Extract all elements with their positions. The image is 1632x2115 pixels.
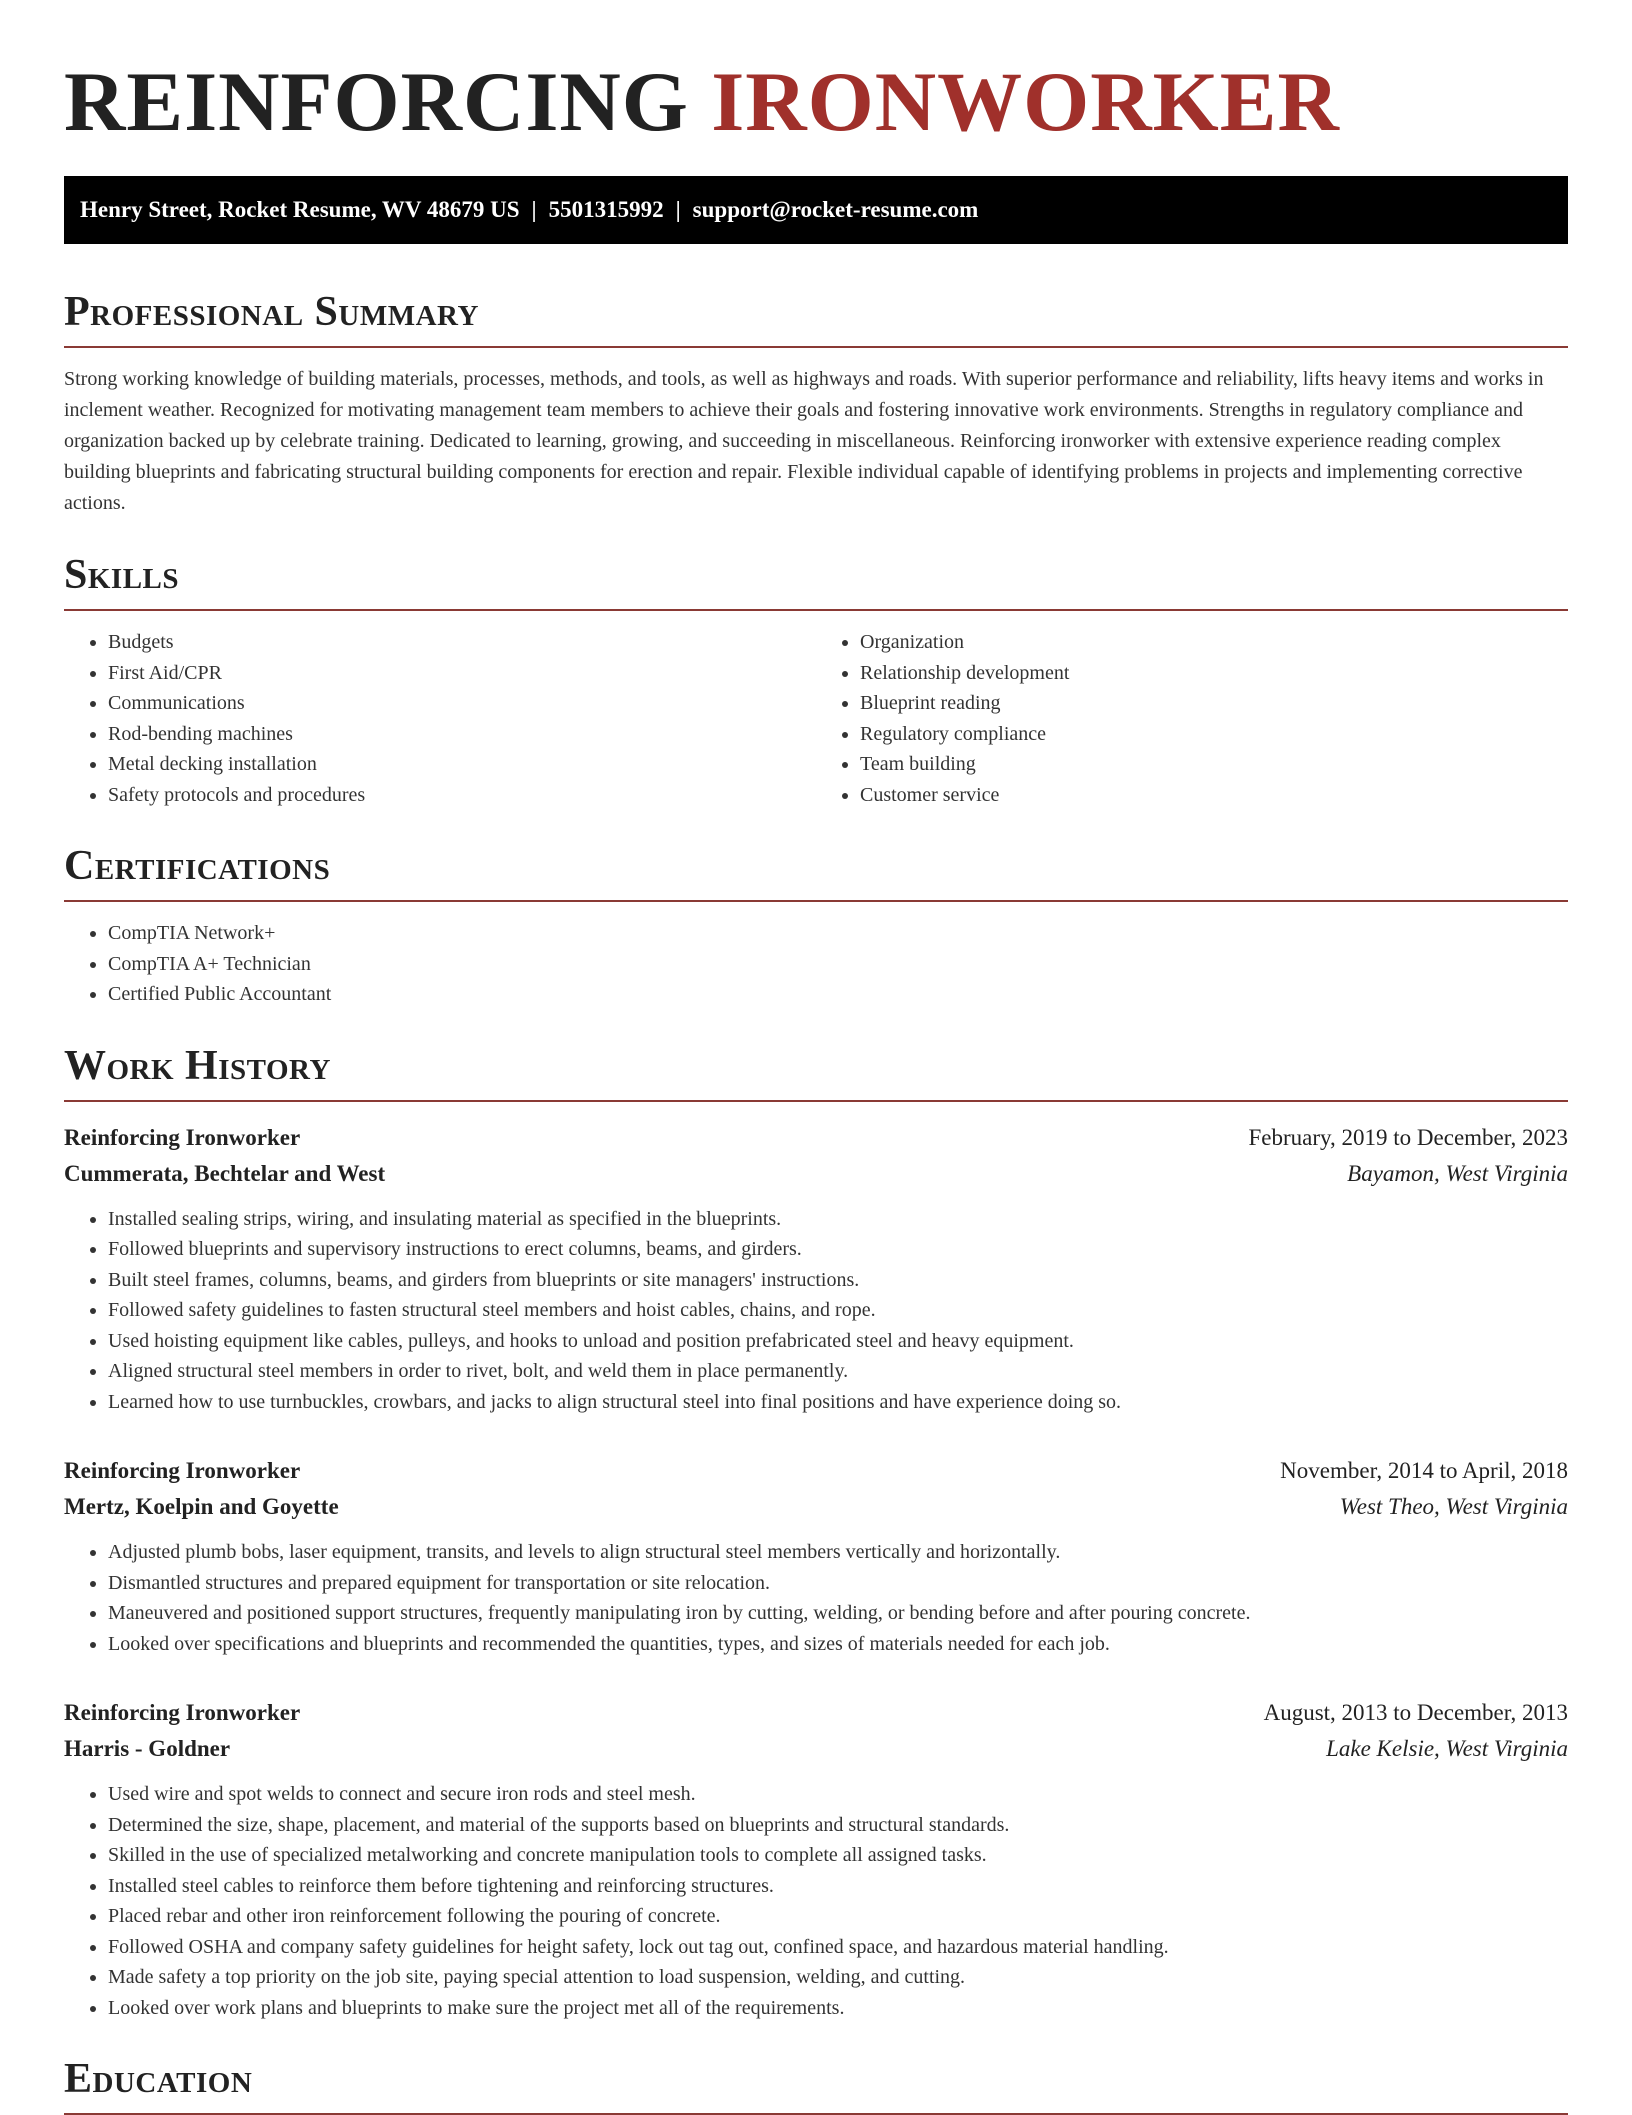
job-bullet: • Aligned structural steel members in order to rivet, bolt, and weld them in place permanently. bbox=[108, 1356, 1568, 1387]
skills-list-left bbox=[64, 627, 816, 810]
job-bullet: • Dismantled structures and prepared equipment for transportation or site relocation. bbox=[108, 1568, 1568, 1599]
job-bullet: • Placed rebar and other iron reinforcement following the pouring of concrete. bbox=[108, 1901, 1568, 1932]
job-bullet: • Followed blueprints and supervisory instructions to erect columns, beams, and girders. bbox=[108, 1234, 1568, 1265]
work-history-section bbox=[64, 1040, 1568, 2024]
name-last: IRONWORKER bbox=[711, 55, 1340, 149]
skills-section bbox=[64, 549, 1568, 810]
job-bullet: • Adjusted plumb bobs, laser equipment, transits, and levels to align structural steel members vertically and horizontally. bbox=[108, 1537, 1568, 1568]
job-entry bbox=[64, 1453, 1568, 1659]
job-bullet: • Maneuvered and positioned support structures, frequently manipulating iron by cutting, welding, or bending before and after pouring concrete. bbox=[108, 1598, 1568, 1629]
job-company-row bbox=[64, 1489, 1568, 1525]
name-first: REINFORCING bbox=[64, 55, 689, 149]
certifications-list bbox=[64, 918, 1568, 1010]
job-bullet: • Installed sealing strips, wiring, and insulating material as specified in the blueprints. bbox=[108, 1204, 1568, 1235]
education-heading: Education bbox=[64, 2053, 1568, 2115]
job-bullet: • Made safety a top priority on the job site, paying special attention to load suspension, welding, and cutting. bbox=[108, 1962, 1568, 1993]
certification-item: • CompTIA Network+ bbox=[108, 918, 1568, 949]
education-section bbox=[64, 2053, 1568, 2115]
job-dates: August, 2013 to December, 2013 bbox=[1263, 1700, 1568, 1725]
skills-grid bbox=[64, 611, 1568, 810]
contact-bar bbox=[64, 176, 1568, 244]
skill-item: • Blueprint reading bbox=[860, 688, 1568, 719]
job-dates: February, 2019 to December, 2023 bbox=[1248, 1124, 1568, 1150]
contact-address: Henry Street, Rocket Resume, WV 48679 US bbox=[80, 197, 520, 222]
job-bullets bbox=[64, 1779, 1568, 2023]
summary-section bbox=[64, 286, 1568, 519]
skill-item: • Rod-bending machines bbox=[108, 719, 816, 750]
certifications-section bbox=[64, 840, 1568, 1010]
skill-item: • Customer service bbox=[860, 780, 1568, 811]
skill-item: • Team building bbox=[860, 749, 1568, 780]
certifications-heading: Certifications bbox=[64, 840, 1568, 902]
contact-separator: | bbox=[531, 197, 537, 222]
skill-item: • Budgets bbox=[108, 627, 816, 658]
skill-item: • Communications bbox=[108, 688, 816, 719]
summary-heading: Professional Summary bbox=[64, 286, 1568, 348]
job-bullets bbox=[64, 1537, 1568, 1659]
job-location: West Theo, West Virginia bbox=[1339, 1494, 1568, 1519]
job-bullet: • Installed steel cables to reinforce them before tightening and reinforcing structures. bbox=[108, 1871, 1568, 1902]
skill-item: • First Aid/CPR bbox=[108, 658, 816, 689]
contact-email: support@rocket-resume.com bbox=[692, 197, 979, 222]
job-entry bbox=[64, 1120, 1568, 1418]
contact-phone: 5501315992 bbox=[548, 197, 664, 222]
job-company-row bbox=[64, 1731, 1568, 1767]
skill-item: • Organization bbox=[860, 627, 1568, 658]
job-title: Reinforcing Ironworker bbox=[64, 1124, 301, 1150]
job-bullet: • Built steel frames, columns, beams, and girders from blueprints or site managers' instructions. bbox=[108, 1265, 1568, 1296]
skill-item: • Regulatory compliance bbox=[860, 719, 1568, 750]
candidate-name bbox=[64, 52, 1568, 152]
skill-item: • Relationship development bbox=[860, 658, 1568, 689]
job-bullet: • Used wire and spot welds to connect and secure iron rods and steel mesh. bbox=[108, 1779, 1568, 1810]
job-bullet: • Determined the size, shape, placement, and material of the supports based on blueprints and structural standards. bbox=[108, 1810, 1568, 1841]
skill-item: • Metal decking installation bbox=[108, 749, 816, 780]
job-bullet: • Looked over specifications and blueprints and recommended the quantities, types, and sizes of materials needed for each job. bbox=[108, 1629, 1568, 1660]
skills-list-right bbox=[816, 627, 1568, 810]
job-title: Reinforcing Ironworker bbox=[64, 1700, 301, 1725]
job-company: Mertz, Koelpin and Goyette bbox=[64, 1494, 339, 1519]
job-bullet: • Used hoisting equipment like cables, pulleys, and hooks to unload and position prefabricated steel and heavy equipment. bbox=[108, 1326, 1568, 1357]
job-dates: November, 2014 to April, 2018 bbox=[1280, 1458, 1568, 1483]
job-location: Bayamon, West Virginia bbox=[1347, 1160, 1568, 1186]
job-bullet: • Followed safety guidelines to fasten structural steel members and hoist cables, chains, and rope. bbox=[108, 1295, 1568, 1326]
job-entry bbox=[64, 1695, 1568, 2023]
job-header-row bbox=[64, 1695, 1568, 1731]
job-bullet: • Learned how to use turnbuckles, crowbars, and jacks to align structural steel into final positions and have experience doing so. bbox=[108, 1387, 1568, 1418]
job-header-row bbox=[64, 1120, 1568, 1156]
skills-heading: Skills bbox=[64, 549, 1568, 611]
work-history-heading: Work History bbox=[64, 1040, 1568, 1102]
job-title: Reinforcing Ironworker bbox=[64, 1458, 301, 1483]
skill-item: • Safety protocols and procedures bbox=[108, 780, 816, 811]
job-header-row bbox=[64, 1453, 1568, 1489]
certification-item: • CompTIA A+ Technician bbox=[108, 949, 1568, 980]
job-location: Lake Kelsie, West Virginia bbox=[1326, 1736, 1568, 1761]
job-bullet: • Skilled in the use of specialized metalworking and concrete manipulation tools to complete all assigned tasks. bbox=[108, 1840, 1568, 1871]
job-bullet: • Looked over work plans and blueprints to make sure the project met all of the requirements. bbox=[108, 1993, 1568, 2024]
job-bullet: • Followed OSHA and company safety guidelines for height safety, lock out tag out, confined space, and hazardous material handling. bbox=[108, 1932, 1568, 1963]
job-company: Cummerata, Bechtelar and West bbox=[64, 1160, 386, 1186]
job-bullets bbox=[64, 1204, 1568, 1418]
contact-separator: | bbox=[675, 197, 681, 222]
job-company: Harris - Goldner bbox=[64, 1736, 231, 1761]
summary-text: Strong working knowledge of building materials, processes, methods, and tools, as well as highways and roads. With superior performance and reliability, lifts heavy items and works in inclement weather. Recognized for motivating management team members to achieve their goals and fostering innovative work environments. Strengths in regulatory compliance and organization backed up by celebrate training. Dedicated to learning, growing, and succeeding in miscellaneous. Reinforcing ironworker with extensive experience reading complex building blueprints and fabricating structural building components for erection and repair. Flexible individual capable of identifying problems in projects and implementing corrective actions. bbox=[64, 368, 1544, 514]
certification-item: • Certified Public Accountant bbox=[108, 979, 1568, 1010]
job-company-row bbox=[64, 1156, 1568, 1192]
